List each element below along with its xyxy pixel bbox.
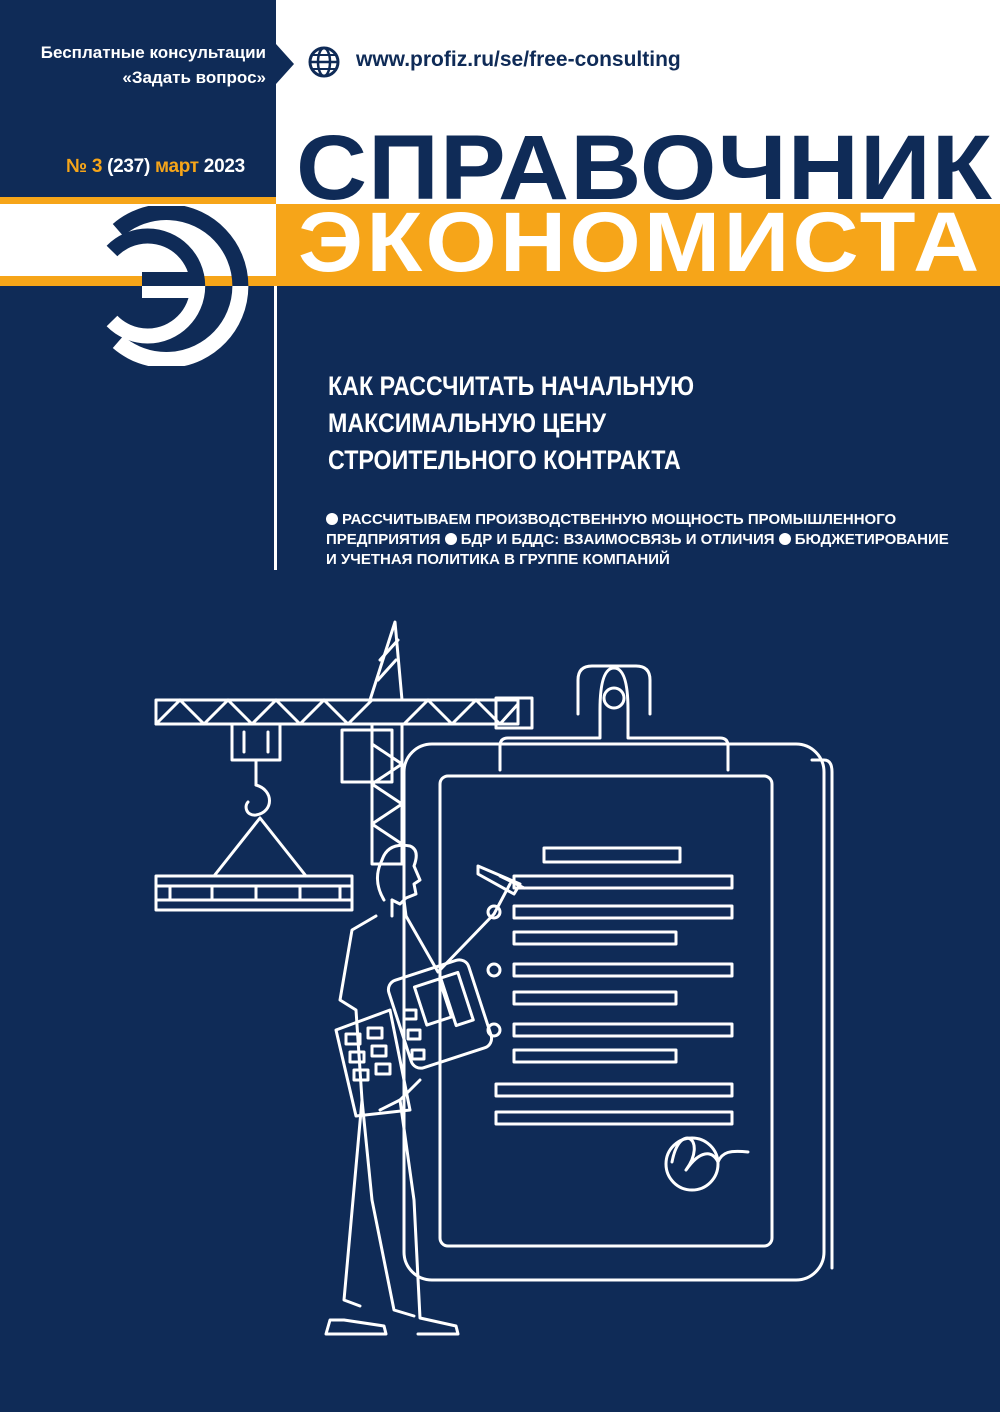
topic-1-part-a: РАССЧИТЫВАЕМ ПРОИЗВОДСТВЕННУЮ МОЩНОСТЬ ПРОМЫШЛЕННОГО xyxy=(342,511,897,528)
arrow-pointer-icon xyxy=(276,44,294,84)
issue-total: (237) xyxy=(107,156,150,177)
consult-line-1: Бесплатные консультации xyxy=(40,43,266,62)
magazine-title-line-1: СПРАВОЧНИК xyxy=(296,117,993,219)
issue-info xyxy=(66,156,245,178)
issue-number: № 3 xyxy=(66,156,103,177)
cover-topics xyxy=(326,510,966,570)
issue-month: март xyxy=(154,156,199,177)
topic-3-part-a: БЮДЖЕТИРОВАНИЕ xyxy=(794,531,949,548)
divider-line xyxy=(274,286,277,570)
consult-line-2: «Задать вопрос» xyxy=(122,68,266,87)
free-consulting-label xyxy=(41,40,266,90)
topic-2: БДР И БДДС: ВЗАИМОСВЯЗЬ И ОТЛИЧИЯ xyxy=(460,531,775,548)
headline-line-2: МАКСИМАЛЬНУЮ ЦЕНУ xyxy=(328,408,607,438)
crane-illustration xyxy=(156,622,532,910)
clipboard-illustration xyxy=(404,666,832,1280)
cover-illustration xyxy=(0,600,1000,1360)
topic-3-part-b: И УЧЕТНАЯ ПОЛИТИКА В ГРУППЕ КОМПАНИЙ xyxy=(326,551,670,568)
issue-year: 2023 xyxy=(203,156,245,177)
consulting-url-link[interactable]: www.profiz.ru/se/free-consulting xyxy=(356,48,681,71)
logo-stripe-orange-top xyxy=(0,197,276,204)
bullet-dot-icon xyxy=(445,533,457,545)
bullet-dot-icon xyxy=(326,513,338,525)
headline-line-3: СТРОИТЕЛЬНОГО КОНТРАКТА xyxy=(328,445,681,475)
topic-1-part-b: ПРЕДПРИЯТИЯ xyxy=(326,531,441,548)
globe-icon xyxy=(308,46,340,78)
bullet-dot-icon xyxy=(779,533,791,545)
cover-headline xyxy=(328,368,754,479)
magazine-title-line-2: ЭКОНОМИСТА xyxy=(298,195,983,289)
logo-e-icon xyxy=(90,206,250,366)
headline-line-1: КАК РАССЧИТАТЬ НАЧАЛЬНУЮ xyxy=(328,371,695,401)
